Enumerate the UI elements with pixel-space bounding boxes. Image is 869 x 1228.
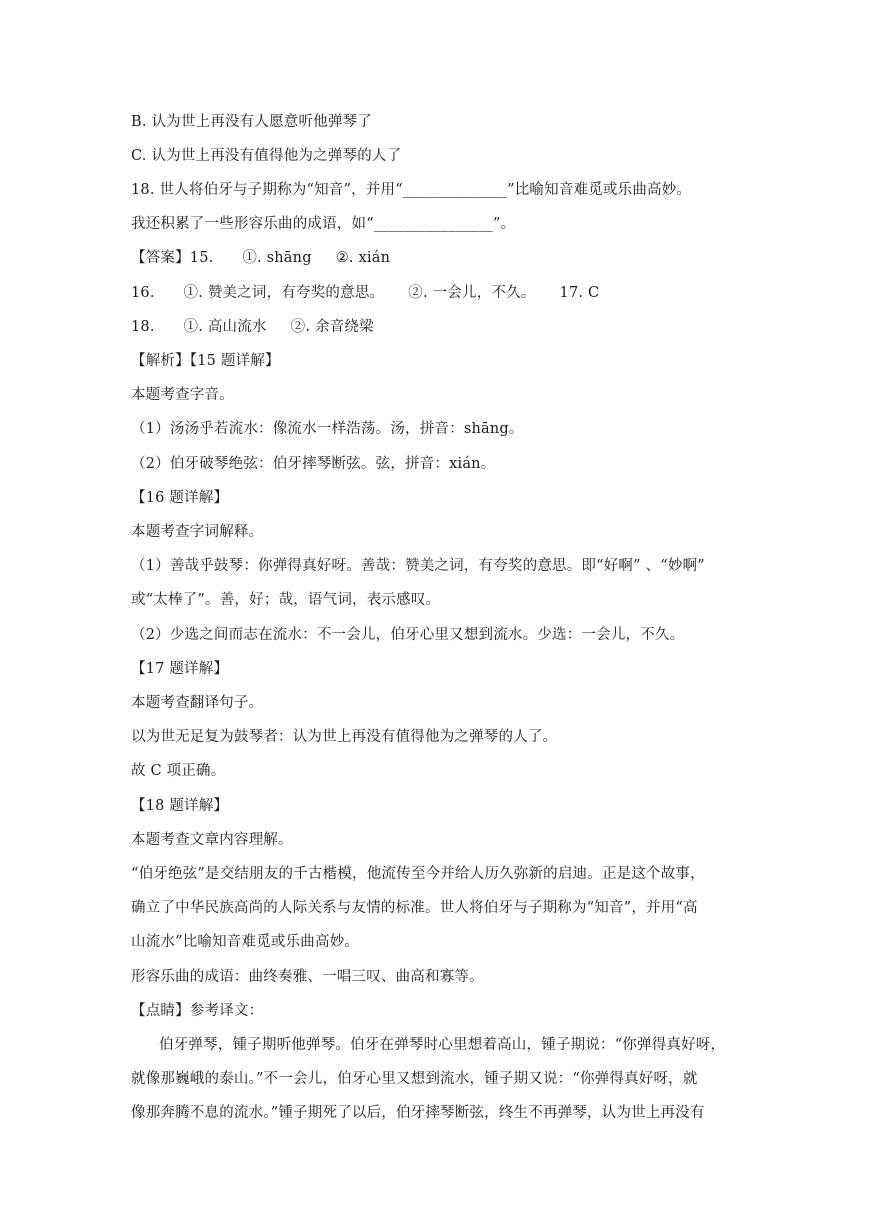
text-line: “伯牙绝弦”是交结朋友的千古楷模，他流传至今并给人历久弥新的启迪。正是这个故事， [131,866,705,882]
answer-16-17: 16. ①. 赞美之词，有夸奖的意思。 ②. 一会儿，不久。 17. C [131,285,600,301]
text-line: （2）少选之间而志在流水：不一会儿，伯牙心里又想到流水。少选：一会儿，不久。 [131,627,685,643]
text-line: 形容乐曲的成语：曲终奏雅、一唱三叹、曲高和寡等。 [131,969,484,985]
text-line: 确立了中华民族高尚的人际关系与友情的标准。世人将伯牙与子期称为“知音”，并用“高 [131,900,698,916]
analysis-heading-16: 【16 题详解】 [131,490,229,506]
text-line: 故 C 项正确。 [131,763,226,779]
option-c: C. 认为世上再没有值得他为之弹琴的人了 [131,148,402,164]
question-18-line-2: 我还积累了一些形容乐曲的成语，如“________________”。 [131,216,516,232]
answer-15: 【答案】15. ①. shāng ②. xián [131,250,391,266]
text-line: （1）汤汤乎若流水：像流水一样浩荡。汤，拼音：shāng。 [131,421,524,437]
text-line: （1）善哉乎鼓琴：你弹得真好呀。善哉：赞美之词，有夸奖的意思。即“好啊” 、“妙啊” [131,558,705,574]
translation-line: 伯牙弹琴，锺子期听他弹琴。伯牙在弹琴时心里想着高山，锺子期说：“你弹得真好呀， [159,1037,726,1053]
text-line: 或“太棒了”。善，好；哉，语气词，表示感叹。 [131,592,441,608]
text-line: 本题考查翻译句子。 [131,695,264,711]
question-18-line-1: 18. 世人将伯牙与子期称为“知音”，并用“______________”比喻知音难觅或乐曲高妙。 [131,182,692,198]
text-line: 以为世无足复为鼓琴者：认为世上再没有值得他为之弹琴的人了。 [131,729,558,745]
pointer-heading: 【点睛】参考译文： [131,1003,264,1019]
text-line: 本题考查字词解释。 [131,524,264,540]
translation-line: 像那奔腾不息的流水。”锺子期死了以后，伯牙摔琴断弦，终生不再弹琴，认为世上再没有 [131,1105,705,1121]
analysis-heading-15: 【解析】【15 题详解】 [131,353,280,369]
text-line: 本题考查字音。 [131,387,234,403]
option-b: B. 认为世上再没有人愿意听他弹琴了 [131,114,372,130]
translation-line: 就像那巍峨的泰山。”不一会儿，伯牙心里又想到流水，锺子期又说：“你弹得真好呀，就 [131,1071,698,1087]
analysis-heading-17: 【17 题详解】 [131,661,229,677]
text-line: 山流水”比喻知音难觅或乐曲高妙。 [131,934,360,950]
text-line: （2）伯牙破琴绝弦：伯牙摔琴断弦。弦，拼音：xián。 [131,456,496,472]
text-line: 本题考查文章内容理解。 [131,832,293,848]
analysis-heading-18: 【18 题详解】 [131,798,229,814]
answer-18: 18. ①. 高山流水 ②. 余音绕梁 [131,319,374,335]
